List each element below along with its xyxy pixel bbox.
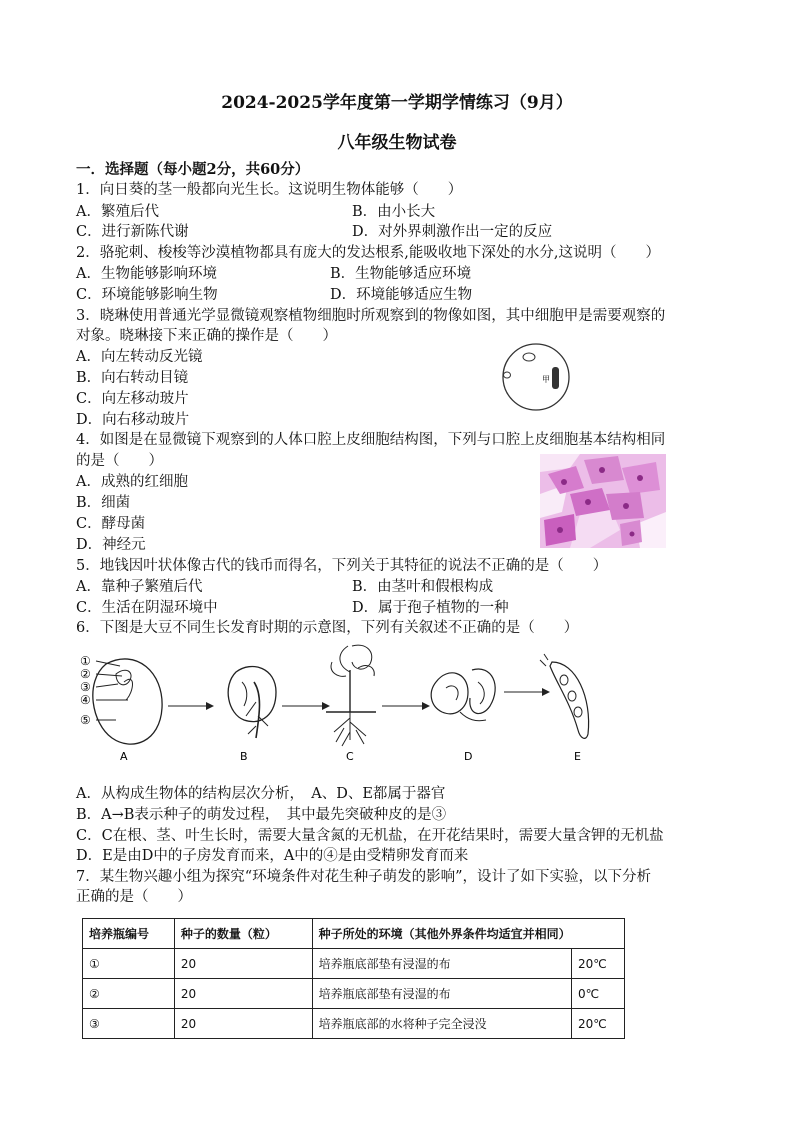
q4-option-b: B．细菌 bbox=[76, 495, 131, 511]
cell-count: 20 bbox=[174, 1009, 312, 1039]
q5-option-b: B．由茎叶和假根构成 bbox=[352, 579, 494, 595]
q4-option-a: A．成熟的红细胞 bbox=[76, 474, 188, 490]
q4-stem-line1: 4．如图是在显微镜下观察到的人体口腔上皮细胞结构图，下列与口腔上皮细胞基本结构相同 bbox=[76, 432, 666, 448]
cheek-cell-micrograph bbox=[540, 454, 666, 548]
q2-option-b: B．生物能够适应环境 bbox=[330, 266, 472, 282]
cell-environment: 培养瓶底部垫有浸湿的布 bbox=[312, 949, 571, 979]
q5-option-d: D．属于孢子植物的一种 bbox=[352, 600, 509, 616]
table-row bbox=[83, 979, 625, 1009]
q2-option-d: D．环境能够适应生物 bbox=[330, 287, 473, 303]
q7-stem-line1: 7．某生物兴趣小组为探究“环境条件对花生种子萌发的影响”，设计了如下实验，以下分析 bbox=[76, 869, 652, 885]
cell-environment: 培养瓶底部垫有浸湿的布 bbox=[312, 979, 571, 1009]
cell-bottle: ① bbox=[83, 949, 175, 979]
stage-label-c: C bbox=[346, 750, 354, 763]
header-bottle-number: 培养瓶编号 bbox=[83, 919, 175, 949]
table-row bbox=[83, 949, 625, 979]
q3-stem-line1: 3．晓琳使用普通光学显微镜观察植物细胞时所观察到的物像如图，其中细胞甲是需要观察的 bbox=[76, 308, 666, 324]
stage-a-seed bbox=[80, 654, 162, 763]
cell-label-jia: 甲 bbox=[542, 375, 550, 384]
q1-option-d: D．对外界刺激作出一定的反应 bbox=[352, 224, 553, 240]
stage-label-d: D bbox=[464, 750, 473, 763]
q6-stem: 6．下图是大豆不同生长发育时期的示意图，下列有关叙述不正确的是（ ） bbox=[76, 620, 579, 636]
part-number-5: ⑤ bbox=[80, 713, 91, 727]
q6-option-d: D．E是由D中的子房发育而来，A中的④是由受精卵发育而来 bbox=[76, 848, 469, 864]
stage-label-a: A bbox=[120, 750, 128, 763]
cell-bottle: ② bbox=[83, 979, 175, 1009]
exam-subtitle: 八年级生物试卷 bbox=[337, 133, 457, 153]
stage-b-germinating bbox=[228, 666, 276, 763]
q3-option-d: D．向右移动玻片 bbox=[76, 412, 190, 428]
q3-stem-line2: 对象。晓琳接下来正确的操作是（ ） bbox=[76, 328, 337, 344]
stage-label-b: B bbox=[240, 750, 248, 763]
q7-stem-line2: 正确的是（ ） bbox=[76, 889, 192, 905]
table-row bbox=[83, 1009, 625, 1039]
section-heading: 一．选择题（每小题2分，共60分） bbox=[76, 161, 310, 178]
stage-d-flower bbox=[431, 669, 495, 763]
stage-e-pod bbox=[540, 654, 589, 763]
stage-c-seedling bbox=[326, 645, 376, 763]
cell-count: 20 bbox=[174, 949, 312, 979]
cell-environment: 培养瓶底部的水将种子完全浸没 bbox=[312, 1009, 571, 1039]
q6-option-c: C．C在根、茎、叶生长时，需要大量含氮的无机盐，在开花结果时，需要大量含钾的无机盐 bbox=[76, 828, 664, 844]
q3-option-c: C．向左移动玻片 bbox=[76, 391, 189, 407]
stage-label-e: E bbox=[574, 750, 581, 763]
experiment-table bbox=[82, 918, 625, 1039]
cell-temperature: 20℃ bbox=[572, 949, 625, 979]
q2-stem: 2．骆驼刺、梭梭等沙漠植物都具有庞大的发达根系,能吸收地下深处的水分,这说明（ ） bbox=[76, 245, 660, 261]
microscope-field-figure bbox=[498, 342, 574, 412]
exam-title: 2024-2025学年度第一学期学情练习（9月） bbox=[221, 93, 573, 113]
q4-option-c: C．酵母菌 bbox=[76, 516, 146, 532]
q2-option-a: A．生物能够影响环境 bbox=[76, 266, 217, 282]
q1-option-c: C．进行新陈代谢 bbox=[76, 224, 189, 240]
q6-option-a: A．从构成生物体的结构层次分析， A、D、E都属于器官 bbox=[76, 786, 446, 802]
q4-option-d: D．神经元 bbox=[76, 537, 146, 553]
q3-option-b: B．向右转动目镜 bbox=[76, 370, 189, 386]
q2-option-c: C．环境能够影响生物 bbox=[76, 287, 218, 303]
q6-option-b: B．A→B表示种子的萌发过程， 其中最先突破种皮的是③ bbox=[76, 807, 447, 823]
part-number-4: ④ bbox=[80, 693, 91, 707]
cell-temperature: 20℃ bbox=[572, 1009, 625, 1039]
cell-temperature: 0℃ bbox=[572, 979, 625, 1009]
q4-stem-line2: 的是（ ） bbox=[76, 453, 163, 469]
cell-count: 20 bbox=[174, 979, 312, 1009]
q5-stem: 5．地钱因叶状体像古代的钱币而得名，下列关于其特征的说法不正确的是（ ） bbox=[76, 558, 608, 574]
q5-option-c: C．生活在阴湿环境中 bbox=[76, 600, 218, 616]
part-number-2: ② bbox=[80, 667, 91, 681]
q3-option-a: A．向左转动反光镜 bbox=[76, 349, 203, 365]
part-number-1: ① bbox=[80, 654, 91, 668]
part-number-3: ③ bbox=[80, 680, 91, 694]
header-seed-count: 种子的数量（粒） bbox=[174, 919, 312, 949]
q1-option-a: A．繁殖后代 bbox=[76, 204, 159, 220]
header-environment: 种子所处的环境（其他外界条件均适宜并相同） bbox=[312, 919, 624, 949]
table-header-row bbox=[83, 919, 625, 949]
cell-bottle: ③ bbox=[83, 1009, 175, 1039]
soybean-growth-figure bbox=[76, 642, 636, 772]
q1-option-b: B．由小长大 bbox=[352, 204, 436, 220]
q5-option-a: A．靠种子繁殖后代 bbox=[76, 579, 203, 595]
q1-stem: 1．向日葵的茎一般都向光生长。这说明生物体能够（ ） bbox=[76, 182, 463, 198]
